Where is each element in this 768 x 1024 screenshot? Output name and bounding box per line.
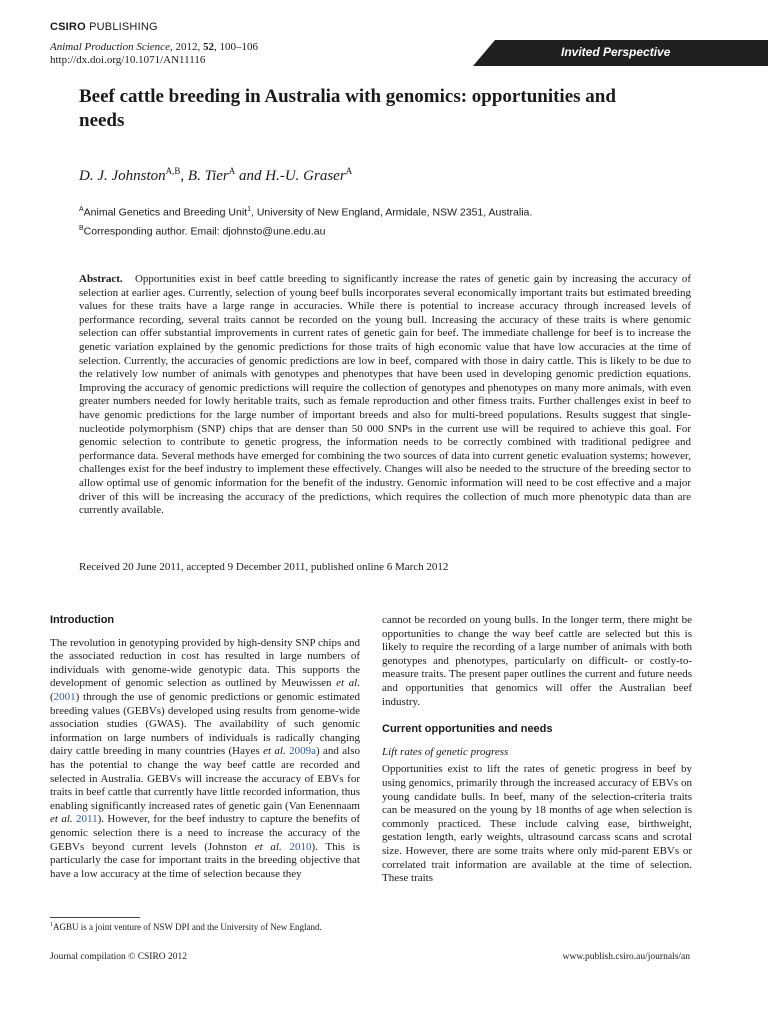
author-1: D. J. Johnston	[79, 168, 166, 184]
footnote-text: AGBU is a joint venture of NSW DPI and the University of New England.	[53, 922, 322, 932]
body-column-right	[382, 614, 692, 886]
corresponding-author: Corresponding author. Email: djohnsto@une.edu.au	[83, 225, 326, 237]
intro-text: ). However, for the beef industry to capture the benefits of genomic selection there is a need to increase the accuracy of the GEBVs beyond current levels (Johnston	[50, 813, 361, 853]
journal-volume: 52	[202, 41, 214, 53]
subsection-heading-genetic-progress: Lift rates of genetic progress	[382, 745, 509, 758]
citation-link[interactable]: 2010	[289, 840, 312, 853]
intro-text: ) and also has the potential to change the way beef cattle are recorded and selected in Australia. GEBVs will increase the accuracy of EBVs for traits in beef cattle that currently have little recorded information, thus enabling significantly increased rates of genetic gain (Van Eenennaam	[50, 745, 361, 812]
introduction-continued: cannot be recorded on young bulls. In the longer term, there might be opportunities to change the way beef cattle are selected but this is likely to require the recording of a large number of animals with both genotypes and phenotypes, particularly on difficult- or costly-to-measure traits. The present paper outlines the current and future needs and opportunities that genomics will offer the Australian beef industry.	[382, 614, 692, 708]
affiliation-b-marker: B	[79, 224, 84, 232]
citation-link[interactable]: 2001	[53, 690, 76, 703]
affiliation-a-text: Animal Genetics and Breeding Unit	[83, 206, 248, 219]
affiliation-footnote-marker: 1	[247, 206, 251, 213]
section-heading-introduction: Introduction	[50, 614, 115, 626]
journal-name: Animal Production Science	[50, 41, 170, 53]
affiliation-a-text-rest: , University of New England, Armidale, NSW 2351, Australia.	[251, 206, 533, 219]
author-1-affil: A,B	[165, 166, 181, 176]
citation-link[interactable]: 2011	[76, 813, 98, 826]
footer-journal-url[interactable]: www.publish.csiro.au/journals/an	[562, 952, 690, 962]
author-2: , B. Tier	[180, 168, 229, 184]
intro-etal: et al.	[254, 840, 282, 853]
intro-etal: et al.	[336, 677, 360, 690]
journal-pages: , 100–106	[213, 41, 258, 53]
article-title: Beef cattle breeding in Australia with genomics: opportunities and needs	[79, 86, 616, 131]
abstract-text: Opportunities exist in beef cattle breeding to significantly increase the rates of genetic gain by increasing the accuracy of selection at earlier ages. Currently, selection of young beef bulls incorporates several economically important traits but estimated breeding values for these traits have a large range in accuracies. While there is potential to increase accuracy through increased levels of performance recording, several traits cannot be recorded on the young bull. Increasing the accuracy of these traits is where genomic selection can offer substantial improvements in current rates of genetic gain for beef. The immediate challenge for beef is to increase the genetic variation explained by the genomic predictions for those traits of high economic value that have low accuracies at the time of selection. Currently, the accuracies of genomic predictions are low in beef, compared with those in dairy cattle. This is likely to be due to the relatively low number of animals with genotypes and phenotypes that have been used in developing genomic prediction equations. Improving the accuracy of genomic predictions will require the collection of genotypes and phenotypes on many more animals, with even greater numbers needed for lowly heritable traits, such as female reproduction and other fitness traits. Further challenges exist in beef to have genomic predictions for the large number of important breeds and also for multi-breed populations. Results suggest that single-nucleotide polymorphism (SNP) chips that are denser than 50 000 SNPs in the current use will be required to achieve this goal. For genomic selection to contribute to genetic progress, the information needs to be correctly combined with traditional pedigree and performance data. Several methods have emerged for combining the two sources of data into current genetic evaluation systems; however, challenges exist for the beef industry to implement these effectively. Changes will also be needed to the structure of the breeding sector to allow optimal use of genomic information for the benefit of the industry. Genomic information will need to be cost effective and a major driver of this will be increasing the accuracy of the predictions, which requires the collection of much more phenotypic data than are currently available.	[79, 273, 691, 517]
publisher-rest: PUBLISHING	[85, 21, 158, 33]
intro-text: (	[50, 690, 54, 703]
author-3: and H.-U. Graser	[235, 168, 346, 184]
author-3-affil: A	[345, 166, 353, 176]
journal-citation	[50, 40, 258, 54]
section-spacer	[382, 709, 692, 723]
intro-etal: et al.	[50, 813, 73, 826]
affiliation-a-marker: A	[79, 206, 84, 213]
intro-etal: et al.	[263, 745, 286, 758]
intro-text: The revolution in genotyping provided by high-density SNP chips and the associated reduction in cost has resulted in large numbers of individuals with genome-wide genotypic data. This supports the development of genomic selection as outlined by Meuwissen	[50, 636, 360, 690]
author-2-affil: A	[228, 166, 236, 176]
citation-link[interactable]: 2009a	[289, 745, 316, 758]
footnote-rule	[50, 917, 140, 918]
introduction-paragraph	[50, 637, 360, 882]
intro-text: ). This is particularly the case for important traits in the breeding objective that have a low accuracy at the time of selection because they	[50, 840, 361, 880]
abstract-label: Abstract.	[79, 273, 123, 285]
doi-link[interactable]: http://dx.doi.org/10.1071/AN11116	[50, 54, 206, 66]
author-list	[79, 166, 352, 185]
genetic-progress-paragraph: Opportunities exist to lift the rates of genetic progress in beef by using genomics, primarily through the increased accuracy of EBVs on young candidate bulls. In beef, many of the selection-criteria traits can be measured on the young by 18 months of age when selection is commonly practiced. These include calving ease, birthweight, gestation length, early weights, ultrasound carcass scans and scrotal size. However, there are some traits where only mid-parent EBVs or correlated trait information are available at the time of selection. These traits	[382, 763, 692, 885]
publisher-bold: CSIRO	[50, 21, 86, 33]
banner-label: Invited Perspective	[561, 45, 671, 59]
footnote	[50, 922, 322, 932]
affiliation-a	[79, 202, 532, 221]
footnote-marker: 1	[50, 922, 53, 928]
journal-year: , 2012,	[169, 41, 203, 53]
received-dates: Received 20 June 2011, accepted 9 December 2011, published online 6 March 2012	[79, 561, 449, 573]
abstract	[79, 273, 691, 518]
section-heading-opportunities: Current opportunities and needs	[382, 723, 553, 736]
article-type-banner	[473, 40, 768, 66]
affiliations	[79, 202, 532, 239]
body-column-left	[50, 614, 360, 881]
footer-copyright: Journal compilation © CSIRO 2012	[50, 952, 188, 962]
intro-text: ) through the use of genomic predictions or genomic estimated breeding values (GEBVs) developed using results from genome-wide association studies (GWAS). The availability of such genomic information on large numbers of individuals is radically changing dairy cattle breeding in many countries (Hayes	[50, 690, 360, 758]
affiliation-b	[79, 221, 532, 240]
publisher-name	[50, 21, 158, 33]
